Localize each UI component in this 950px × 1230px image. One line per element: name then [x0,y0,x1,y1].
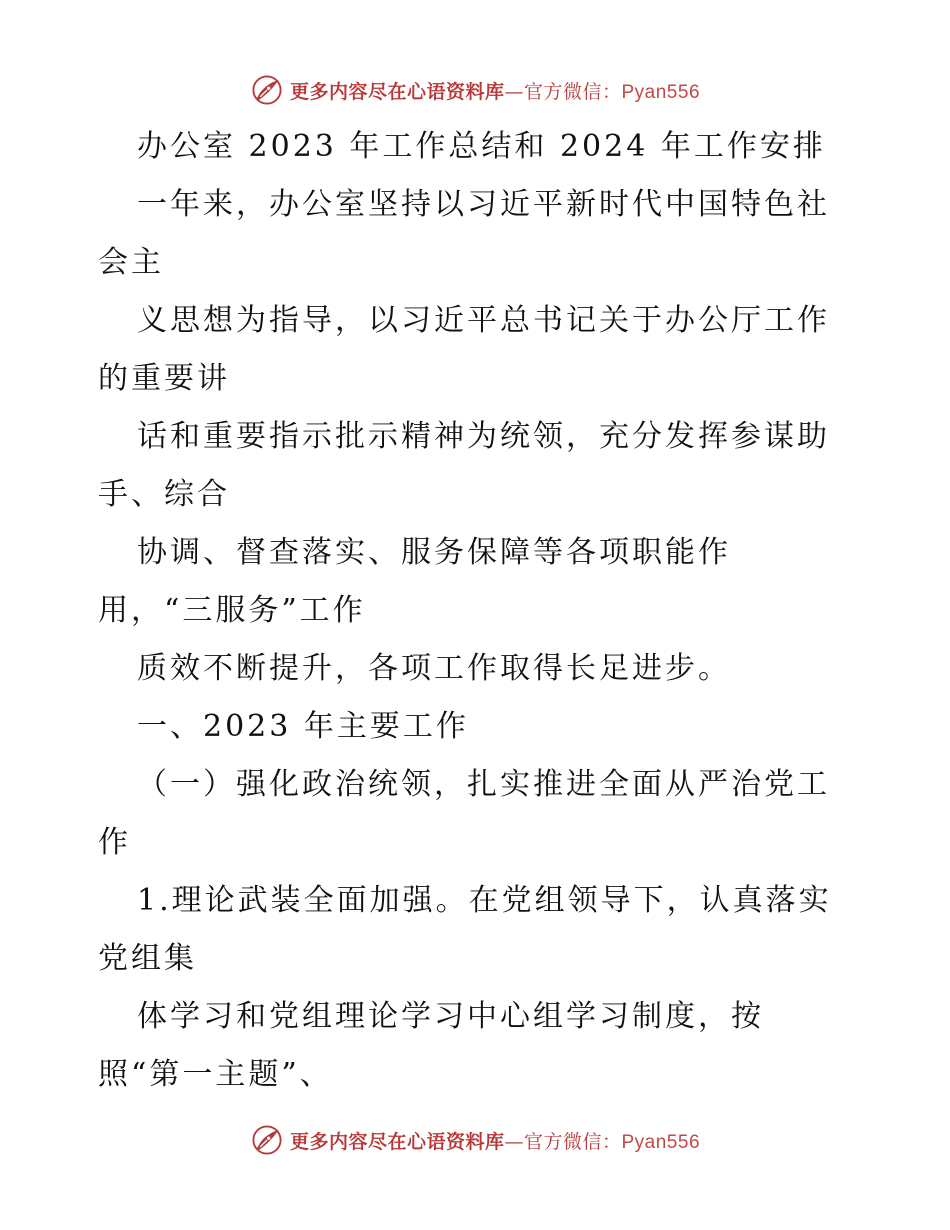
watermark-brand: 更多内容尽在心语资料库 [289,1130,505,1153]
paragraph-line: 一年来，办公室坚持以习近平新时代中国特色社 [137,187,830,222]
paragraph-line: 1.理论武装全面加强。在党组领导下，认真落实 [137,883,832,918]
watermark-wechat-label: 官方微信： [523,80,622,103]
pen-nib-logo-icon [250,73,284,107]
pen-nib-logo-icon [250,1123,284,1157]
paragraph-line: 照“第一主题”、 [98,1057,333,1092]
subsection-heading-cont: 作 [98,825,131,860]
watermark-text [290,77,700,104]
footer-watermark [0,1120,950,1160]
subsection-heading: （一）强化政治统领，扎实推进全面从严治党工 [137,767,830,802]
paragraph-line: 会主 [98,245,164,280]
paragraph-line: 体学习和党组理论学习中心组学习制度，按 [137,999,764,1034]
watermark-wechat-label: 官方微信： [523,1130,622,1153]
watermark-wechat-id: Pyan556 [621,1131,701,1153]
paragraph-line: 义思想为指导，以习近平总书记关于办公厅工作 [137,303,830,338]
paragraph-line: 的重要讲 [98,361,230,396]
header-watermark [0,70,950,110]
paragraph-line: 党组集 [98,941,197,976]
watermark-wechat-id: Pyan556 [621,81,701,103]
watermark-brand: 更多内容尽在心语资料库 [289,80,505,103]
watermark-separator: — [504,1130,524,1153]
watermark-text [290,1127,700,1154]
document-title: 办公室 2023 年工作总结和 2024 年工作安排 [137,129,826,164]
paragraph-line: 用，“三服务”工作 [98,593,366,628]
paragraph-line: 协调、督查落实、服务保障等各项职能作 [137,535,731,570]
paragraph-line: 话和重要指示批示精神为统领，充分发挥参谋助 [137,419,830,454]
paragraph-line: 手、综合 [98,477,230,512]
watermark-separator: — [504,80,524,103]
paragraph-line: 质效不断提升，各项工作取得长足进步。 [137,651,731,686]
section-heading: 一、2023 年主要工作 [137,709,469,744]
